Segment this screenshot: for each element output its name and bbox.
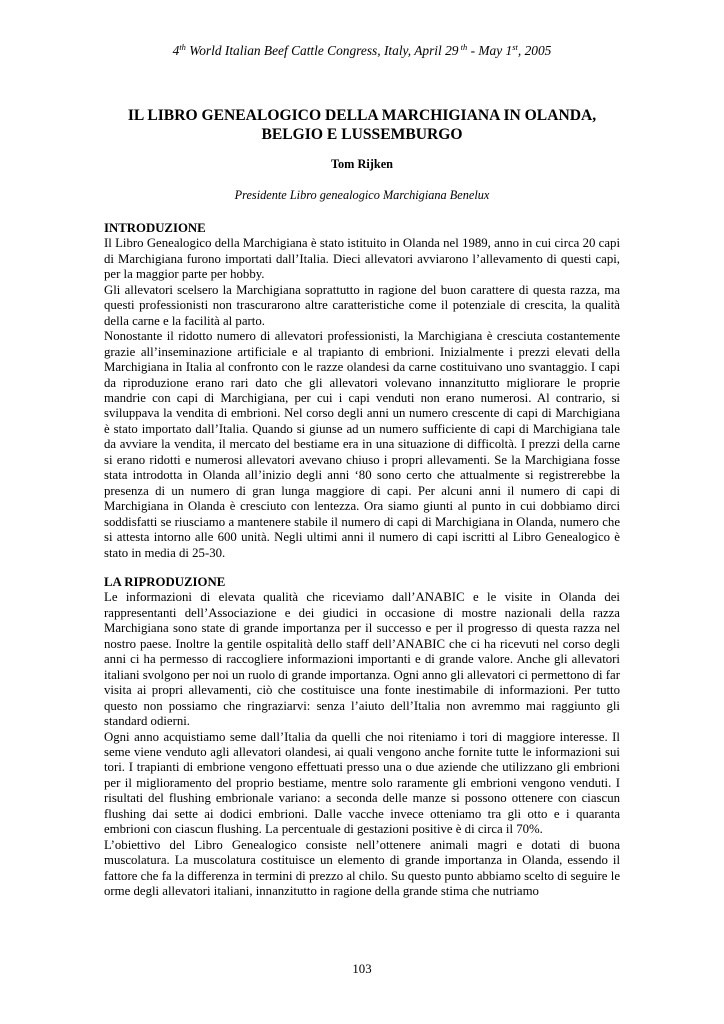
header-middle: - May 1 — [467, 43, 513, 58]
paragraph: Ogni anno acquistiamo seme dall’Italia da quelli che noi riteniamo i tori di maggiore interesse. Il seme viene venduto agli allevatori olandesi, ai quali vengono anche fornite tutte le informazioni sui tori. I trapianti di embrione vengono effettuati presso una o due aziende che utilizzano gli embrioni per il miglioramento del proprio bestiame, mentre solo raramente gli embrioni vengono venduti. I risultati del flushing embrionale variano: a seconda delle manze si possono ottenere con ciascun flushing dai sette ai dodici embrioni. Dalle vacche invece otteniamo tra gli otto e i quaranta embrioni con ciascun flushing. La percentuale di gestazioni positive è di circa il 70%. — [104, 729, 620, 837]
paragraph: Il Libro Genealogico della Marchigiana è stato istituito in Olanda nel 1989, anno in cui circa 20 capi di Marchigiana furono importati dall’Italia. Dieci allevatori avviarono l’allevamento di questi capi, per la maggior parte per hobby. — [104, 236, 620, 282]
author-affiliation: Presidente Libro genealogico Marchigiana Benelux — [234, 188, 490, 202]
header-year: , 2005 — [517, 43, 552, 58]
section-introduzione — [104, 221, 620, 561]
paragraph: Le informazioni di elevata qualità che riceviamo dall’ANABIC e le visite in Olanda dei rappresentanti dell’Associazione e dei giudici in occasione di mostre nazionali della razza Marchigiana sono state di grande importanza per il successo e per il progresso di questa razza nel nostro paese. Inoltre la gentile ospitalità dello staff dell’ANABIC che ci ha ricevuti nel corso degli anni ci ha permesso di raccogliere informazioni importanti e di grande valore. Anche gli allevatori italiani svolgono per noi un ruolo di grande importanza. Ogni anno gli allevatori ci permettono di far visita ai propri allevamenti, ciò che costituisce una fonte inestimabile di informazioni. Per tutto questo non possiamo che ringraziarvi: senza l’aiuto dell’Italia non avremmo mai raggiunto gli standard odierni. — [104, 590, 620, 729]
running-header — [0, 43, 724, 59]
header-ordinal-suffix: th — [179, 42, 186, 52]
author-name: Tom Rijken — [330, 157, 394, 171]
header-congress: World Italian Beef Cattle Congress, Italy, April 29 — [185, 43, 459, 58]
paragraph: Nonostante il ridotto numero di allevatori professionisti, la Marchigiana è cresciuta costantemente grazie all’inseminazione artificiale e al trapianto di embrioni. Inizialmente i prezzi elevati della Marchigiana in Italia al confronto con le razze olandesi da carne costituivano uno svantaggio. I capi da riproduzione erano rari dato che gli allevatori volevano innanzitutto migliorare le proprie mandrie con capi di Marchigiana, per cui i capi venduti non erano numerosi. Al contrario, si sviluppava la vendita di embrioni. Nel corso degli anni un numero crescente di capi di Marchigiana è stato importato dall’Italia. Quando si giunse ad un numero sufficiente di capi di Marchigiana tale da avviare la vendita, il mercato del bestiame era in una situazione di difficoltà. I prezzi della carne si erano ridotti e numerosi allevatori avevano chiuso i propri allevamenti. Se la Marchigiana fosse stata introdotta in Olanda all’inizio degli anni ‘80 sono certo che attualmente si registrerebbe la presenza di un numero di gran lunga maggiore di capi. Per alcuni anni il numero di capi di Marchigiana in Olanda è cresciuto con lentezza. Ora siamo giunti al punto in cui dobbiamo dirci soddisfatti se riusciamo a mantenere stabile il numero di capi di Marchigiana in Olanda, numero che si attesta intorno alle 600 unità. Negli ultimi anni il numero di capi iscritti al Libro Genealogico è stato in media di 25-30. — [104, 329, 620, 560]
paragraph: Gli allevatori scelsero la Marchigiana soprattutto in ragione del buon carattere di questa razza, ma questi professionisti non trascurarono altre caratteristiche come il potenziale di crescita, la qualità della carne e la facilità al parto. — [104, 282, 620, 328]
paper-title: IL LIBRO GENEALOGICO DELLA MARCHIGIANA IN OLANDA, BELGIO E LUSSEMBURGO — [127, 107, 597, 143]
section-heading: LA RIPRODUZIONE — [104, 575, 226, 589]
header-ordinal: 4 — [172, 43, 180, 58]
header-april-suffix: th — [458, 42, 468, 52]
paragraph: L’obiettivo del Libro Genealogico consiste nell’ottenere animali magri e dotati di buona muscolatura. La muscolatura costituisce un elemento di grande importanza in Olanda, essendo il fattore che fa la differenza in termini di prezzo al chilo. Su questo punto abbiamo scelto di seguire le orme degli allevatori italiani, innanzitutto in ragione della grande stima che nutriamo — [104, 837, 620, 899]
page-number: 103 — [352, 962, 372, 976]
header-may-suffix: st — [512, 42, 518, 52]
section-la-riproduzione — [104, 575, 620, 900]
section-heading: INTRODUZIONE — [104, 221, 206, 235]
